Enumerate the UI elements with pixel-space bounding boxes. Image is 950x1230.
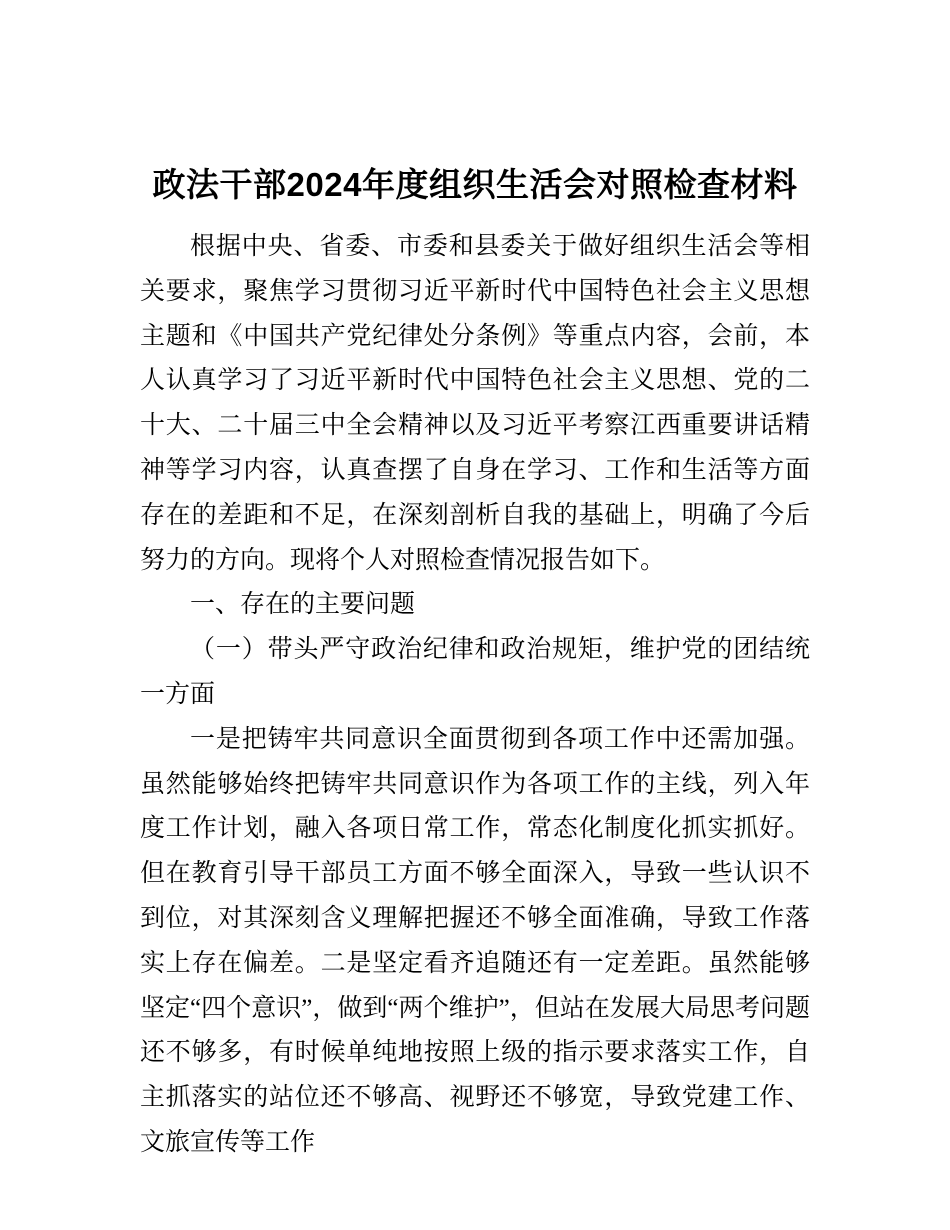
document-title xyxy=(140,161,810,208)
body-paragraph-problems-detail: 一是把铸牢共同意识全面贯彻到各项工作中还需加强。虽然能够始终把铸牢共同意识作为各项工作的主线，列入年度工作计划，融入各项日常工作，常态化制度化抓实抓好。但在教育引导干部员工方面不够全面深入，导致一些认识不到位，对其深刻含义理解把握还不够全面准确，导致工作落实上存在偏差。二是坚定看齐追随还有一定差距。虽然能够坚定“四个意识”，做到“两个维护”，但站在发展大局思考问题还不够多，有时候单纯地按照上级的指示要求落实工作，自主抓落实的站位还不够高、视野还不够宽，导致党建工作、文旅宣传等工作 xyxy=(140,725,810,1156)
section-heading-main-problems: 一、存在的主要问题 xyxy=(190,591,416,619)
document-body xyxy=(140,225,810,1166)
intro-paragraph: 根据中央、省委、市委和县委关于做好组织生活会等相关要求，聚焦学习贯彻习近平新时代中国特色社会主义思想主题和《中国共产党纪律处分条例》等重点内容，会前，本人认真学习了习近平新时代中国特色社会主义思想、党的二十大、二十届三中全会精神以及习近平考察江西重要讲话精神等学习内容，认真查摆了自身在学习、工作和生活等方面存在的差距和不足，在深刻剖析自我的基础上，明确了今后努力的方向。现将个人对照检查情况报告如下。 xyxy=(140,233,810,574)
subsection-heading-political-discipline: （一）带头严守政治纪律和政治规矩，维护党的团结统一方面 xyxy=(140,636,810,708)
document-title-text: 政法干部2024年度组织生活会对照检查材料 xyxy=(152,166,798,203)
